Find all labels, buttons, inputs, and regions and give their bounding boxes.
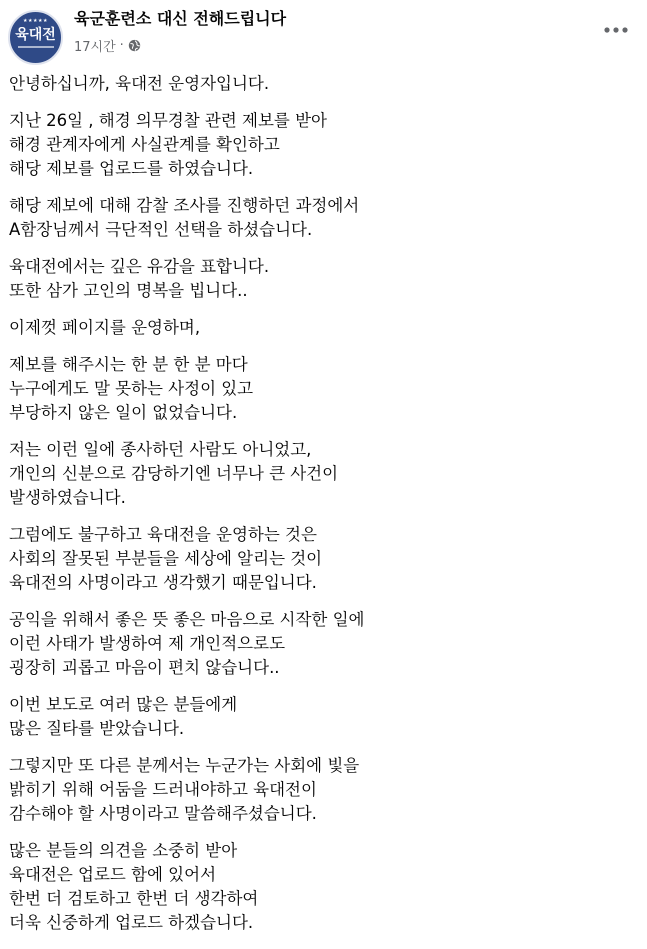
page-avatar[interactable] [8, 10, 63, 65]
post-text-line: 많은 분들의 의견을 소중히 받아 [9, 841, 238, 860]
post-body-text [9, 72, 609, 948]
post-meta [74, 35, 141, 55]
post-text-line: 감수해야 할 사명이라고 말씀해주셨습니다. [9, 804, 317, 823]
post-paragraph [9, 72, 609, 96]
post-paragraph [9, 353, 609, 425]
post-text-line: 지난 26일 , 해경 의무경찰 관련 제보를 받아 [9, 111, 327, 130]
post-timestamp[interactable]: 17시간 [74, 39, 116, 55]
post-text-line: 사회의 잘못된 부분들을 세상에 알리는 것이 [9, 549, 323, 568]
post-paragraph [9, 316, 609, 340]
post-text-line: 해경 관계자에게 사실관계를 확인하고 [9, 135, 280, 154]
more-dots-icon [603, 26, 629, 34]
post-text-line: 부당하지 않은 일이 없었습니다. [9, 403, 238, 422]
avatar-decoration [18, 46, 54, 48]
post-paragraph [9, 608, 609, 680]
meta-separator: · [119, 37, 124, 53]
post-text-line: 또한 삼가 고인의 명복을 빕니다.. [9, 281, 248, 300]
post-paragraph [9, 839, 609, 935]
post-text-line: 그럼에도 불구하고 육대전을 운영하는 것은 [9, 525, 317, 544]
post-paragraph [9, 693, 609, 741]
post-paragraph [9, 194, 609, 242]
post-header [0, 0, 647, 66]
post-text-line: 많은 질타를 받았습니다. [9, 719, 185, 738]
post-text-line: 한번 더 검토하고 한번 더 생각하여 [9, 889, 259, 908]
post-text-line: A함장님께서 극단적인 선택을 하셨습니다. [9, 220, 313, 239]
post-paragraph [9, 438, 609, 510]
post-text-line: 더욱 신중하게 업로드 하겠습니다. [9, 913, 254, 932]
post-text-line: 안녕하십니까, 육대전 운영자입니다. [9, 74, 270, 93]
avatar-stars: ★★★★★ [23, 18, 48, 24]
post-text-line: 개인의 신분으로 감당하기엔 너무나 큰 사건이 [9, 464, 339, 483]
post-text-line: 누구에게도 말 못하는 사정이 있고 [9, 379, 254, 398]
post-paragraph [9, 109, 609, 181]
avatar-logo-text: 육대전 [15, 27, 56, 43]
post-text-line: 이번 보도로 여러 많은 분들에게 [9, 695, 238, 714]
post-text-line: 해당 제보에 대해 감찰 조사를 진행하던 과정에서 [9, 196, 360, 215]
post-text-line: 육대전에서는 깊은 유감을 표합니다. [9, 257, 270, 276]
post-text-line: 육대전의 사명이라고 생각했기 때문입니다. [9, 573, 317, 592]
page-name-link[interactable]: 육군훈련소 대신 전해드립니다 [74, 9, 287, 28]
post-text-line: 육대전은 업로드 함에 있어서 [9, 865, 217, 884]
post-text-line: 굉장히 괴롭고 마음이 편치 않습니다.. [9, 658, 280, 677]
globe-icon[interactable] [128, 39, 141, 52]
post-text-line: 제보를 해주시는 한 분 한 분 마다 [9, 355, 248, 374]
more-options-button[interactable] [596, 16, 636, 44]
post-text-line: 밝히기 위해 어둠을 드러내야하고 육대전이 [9, 780, 317, 799]
post-paragraph [9, 754, 609, 826]
post-text-line: 공익을 위해서 좋은 뜻 좋은 마음으로 시작한 일에 [9, 610, 365, 629]
post-text-line: 저는 이런 일에 종사하던 사람도 아니었고, [9, 440, 312, 459]
post-text-line: 발생하였습니다. [9, 488, 126, 507]
post-text-line: 해당 제보를 업로드를 하였습니다. [9, 159, 254, 178]
post-text-line: 이런 사태가 발생하여 제 개인적으로도 [9, 634, 286, 653]
post-paragraph [9, 255, 609, 303]
post-text-line: 그렇지만 또 다른 분께서는 누군가는 사회에 빛을 [9, 756, 360, 775]
post-text-line: 이제껏 페이지를 운영하며, [9, 318, 201, 337]
post-paragraph [9, 523, 609, 595]
